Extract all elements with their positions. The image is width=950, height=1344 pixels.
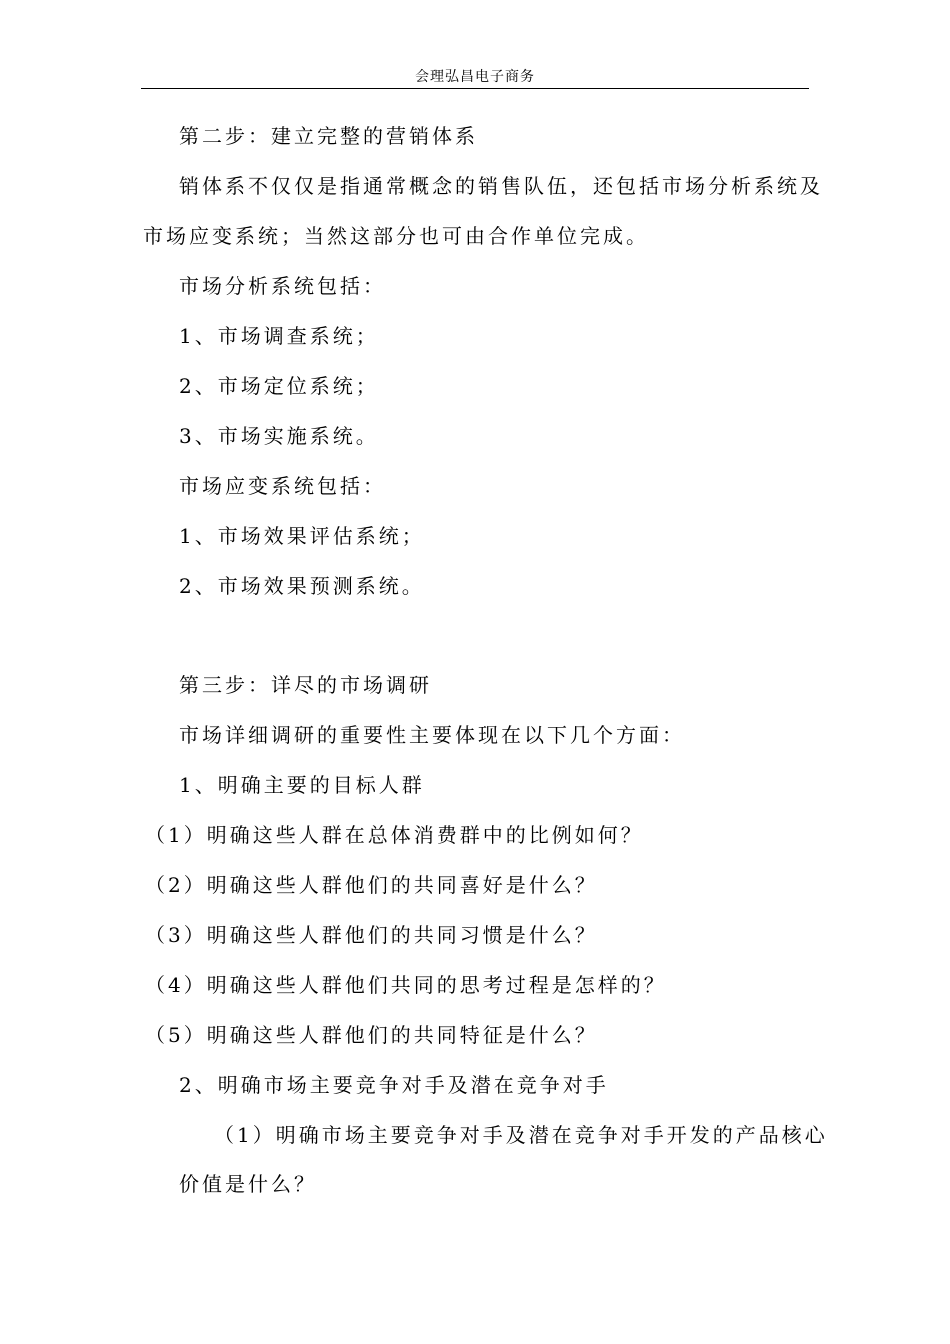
target-group-heading: 1、明确主要的目标人群	[179, 773, 425, 797]
response-system-heading: 市场应变系统包括：	[179, 474, 386, 498]
target-group-item: （1）明确这些人群在总体消费群中的比例如何？	[145, 823, 644, 847]
analysis-system-heading: 市场分析系统包括：	[179, 274, 386, 298]
competitor-item-line1: （1）明确市场主要竞争对手及潜在竞争对手开发的产品核心	[214, 1123, 828, 1147]
target-group-item: （5）明确这些人群他们的共同特征是什么？	[145, 1023, 598, 1047]
competitor-item-line2: 价值是什么？	[179, 1172, 317, 1196]
response-item: 1、市场效果评估系统；	[179, 524, 425, 548]
page-header-title: 会理弘昌电子商务	[415, 69, 535, 85]
analysis-item: 3、市场实施系统。	[179, 424, 379, 448]
step2-title: 第二步：建立完整的营销体系	[179, 124, 478, 148]
target-group-item: （4）明确这些人群他们共同的思考过程是怎样的？	[145, 973, 667, 997]
competitor-heading: 2、明确市场主要竞争对手及潜在竞争对手	[179, 1073, 609, 1097]
step3-title: 第三步：详尽的市场调研	[179, 673, 432, 697]
analysis-item: 1、市场调查系统；	[179, 324, 379, 348]
step2-paragraph-line2: 市场应变系统；当然这部分也可由合作单位完成。	[143, 224, 649, 248]
response-item: 2、市场效果预测系统。	[179, 574, 425, 598]
analysis-item: 2、市场定位系统；	[179, 374, 379, 398]
step2-paragraph-line1: 销体系不仅仅是指通常概念的销售队伍，还包括市场分析系统及	[179, 174, 823, 198]
target-group-item: （2）明确这些人群他们的共同喜好是什么？	[145, 873, 598, 897]
header-divider	[141, 88, 809, 89]
step3-intro: 市场详细调研的重要性主要体现在以下几个方面：	[179, 723, 685, 747]
target-group-item: （3）明确这些人群他们的共同习惯是什么？	[145, 923, 598, 947]
